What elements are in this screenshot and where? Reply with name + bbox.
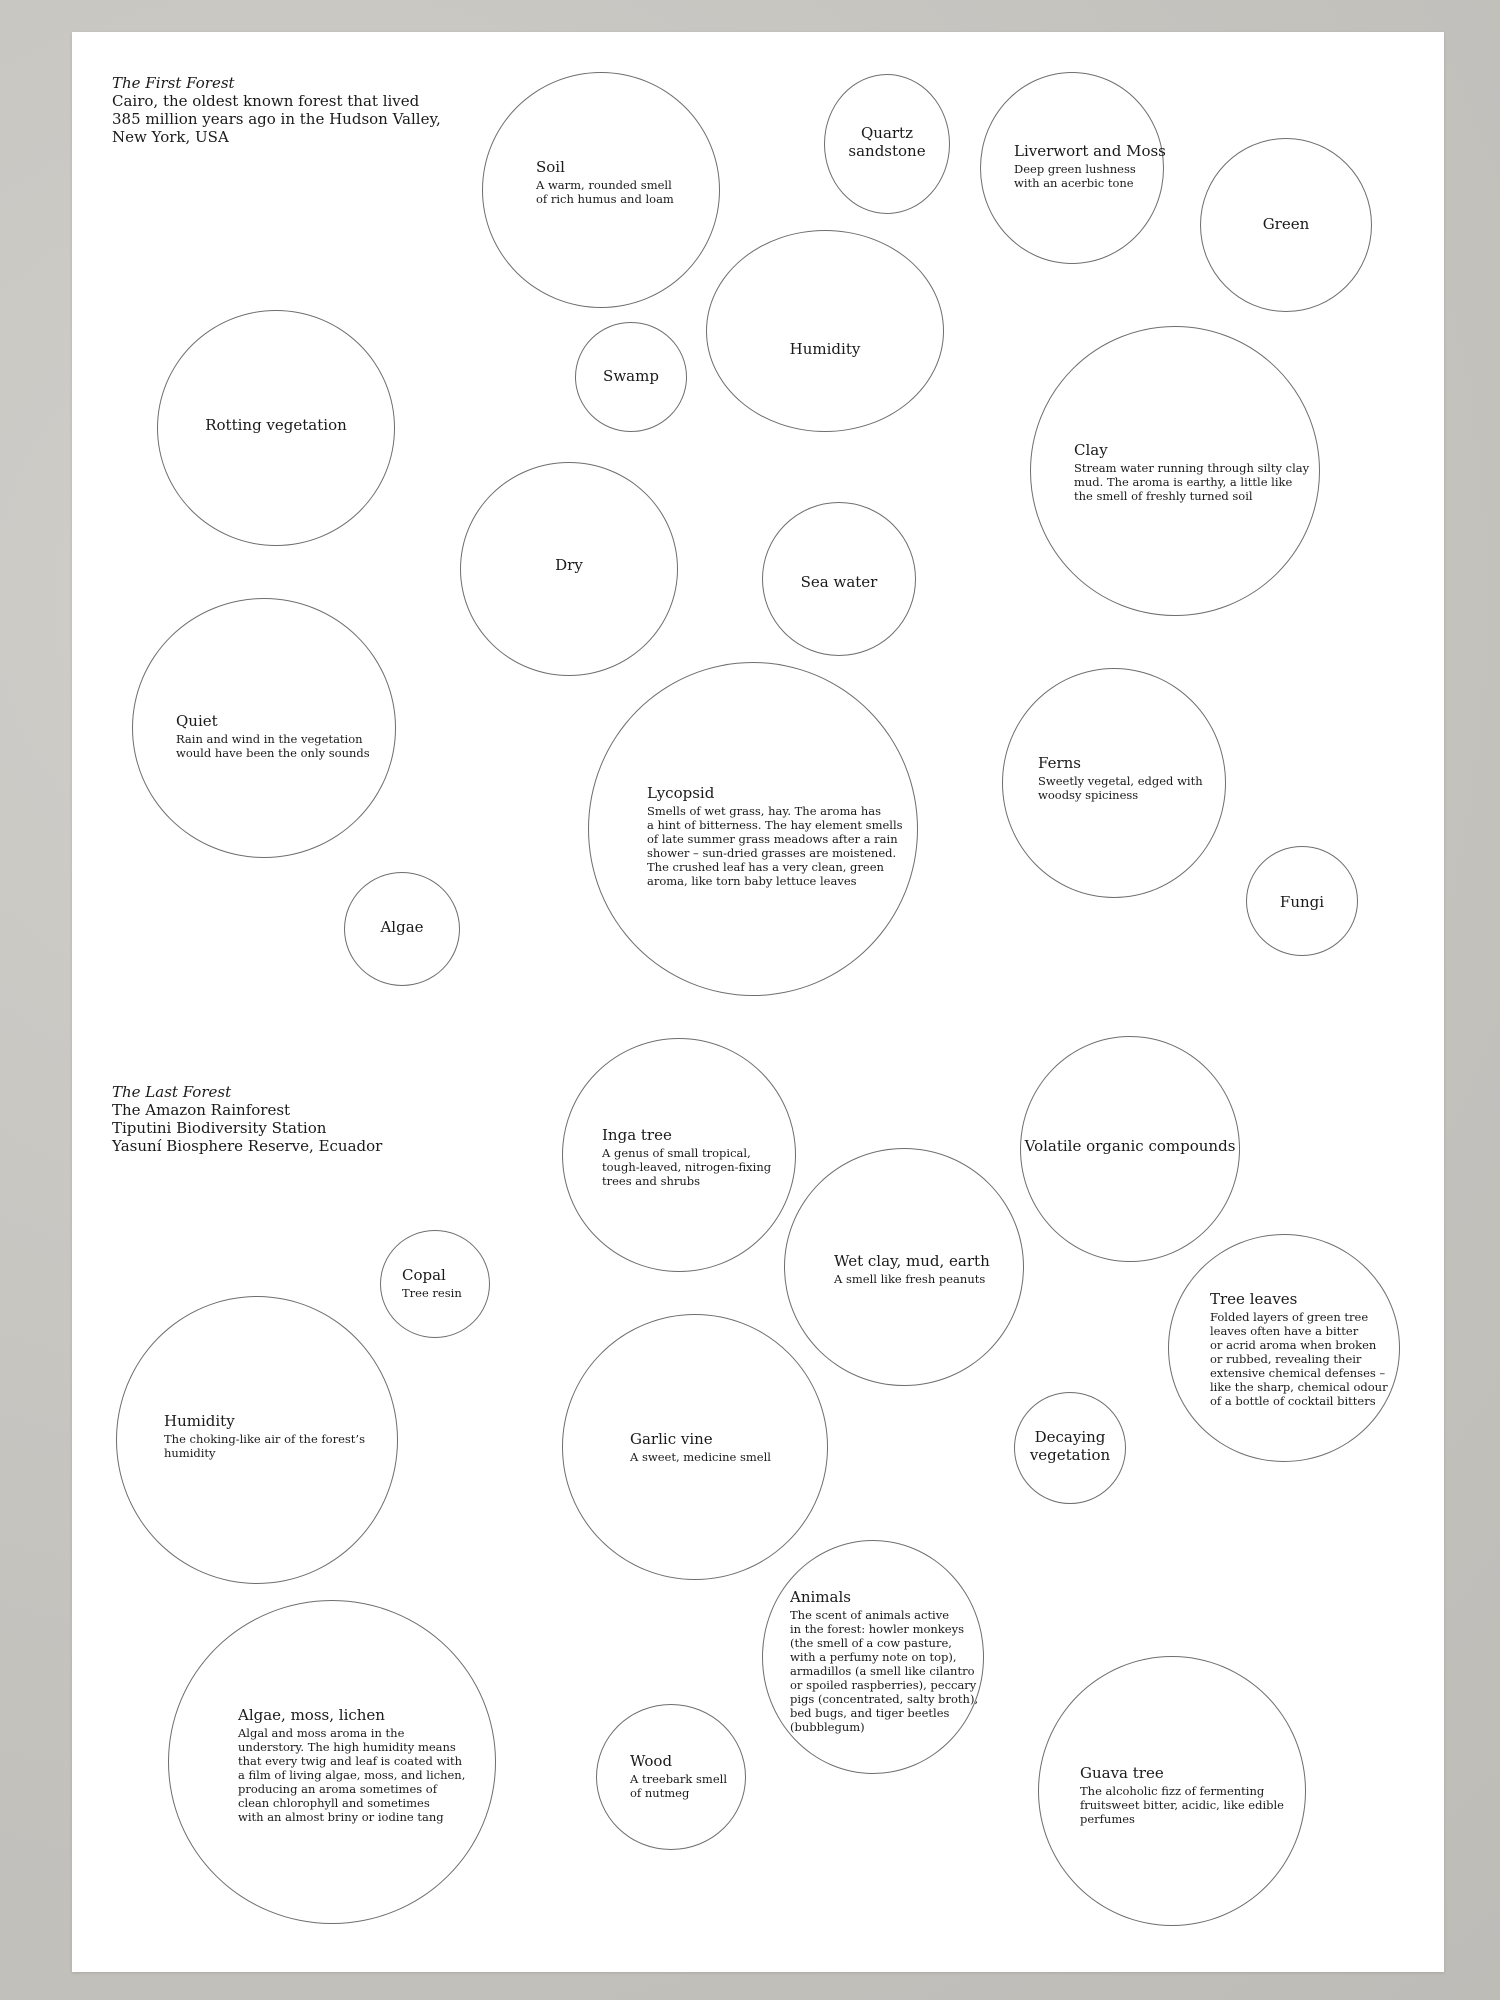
scent-description-line: The choking-like air of the forest’s [164,1432,365,1446]
scent-title: Soil [536,158,565,176]
scent-title: Ferns [1038,754,1081,772]
scent-description-line: or rubbed, revealing their [1210,1352,1362,1366]
scent-description [402,1286,462,1300]
scent-description-line: with an almost briny or iodine tang [238,1810,444,1824]
scent-description-line: A genus of small tropical, [602,1146,751,1160]
first-forest-line: 385 million years ago in the Hudson Valley, [112,110,441,128]
scent-description-line: that every twig and leaf is coated with [238,1754,463,1768]
scent-title: Volatile organic compounds [1024,1137,1236,1155]
scent-description-line: in the forest: howler monkeys [790,1622,964,1636]
scent-description-line: woodsy spiciness [1038,788,1139,802]
scent-bubble-content [536,158,674,206]
scent-description-line: A smell like fresh peanuts [834,1272,986,1286]
last-forest-line: Yasuní Biosphere Reserve, Ecuador [112,1137,383,1155]
scent-bubble-content [575,367,687,385]
scent-description-line: would have been the only sounds [176,746,370,760]
scent-description-line: like the sharp, chemical odour [1210,1380,1388,1394]
scent-title: Liverwort and Moss [1014,142,1166,160]
scent-description-line: with a perfumy note on top), [790,1650,957,1664]
scent-bubble-content [402,1266,462,1300]
first-forest-line: New York, USA [112,128,229,146]
scent-bubble-content [1038,754,1203,802]
scent-bubble-content [176,712,370,760]
scent-bubble-content [164,1412,365,1460]
scent-bubble-content [1074,441,1309,503]
scent-bubble-content [790,1588,978,1734]
scent-description-line: with an acerbic tone [1014,176,1134,190]
scent-bubble-content [1014,1428,1126,1464]
scent-bubble-content [1210,1290,1388,1408]
scent-description-line: or spoiled raspberries), peccary [790,1678,977,1692]
scent-description-line: Folded layers of green tree [1210,1310,1369,1324]
scent-description-line: pigs (concentrated, salty broth), [790,1692,979,1706]
scent-title: Lycopsid [647,784,715,802]
scent-description-line: understory. The high humidity means [238,1740,456,1754]
scent-description-line: clean chlorophyll and sometimes [238,1796,430,1810]
scent-bubble-content [824,124,950,160]
scent-description-line: mud. The aroma is earthy, a little like [1074,475,1293,489]
scent-description-line: Deep green lushness [1014,162,1136,176]
scent-description-line: a film of living algae, moss, and lichen, [238,1768,466,1782]
scent-description-line: A treebark smell [630,1772,727,1786]
scent-bubble-content [238,1706,465,1824]
scent-description [1038,774,1203,802]
scent-description [1014,162,1166,190]
last-forest-heading [112,1083,382,1155]
scent-description-line: (the smell of a cow pasture, [790,1636,952,1650]
scent-description [1210,1310,1388,1408]
scent-bubble-content [1246,893,1358,911]
scent-title: Wet clay, mud, earth [834,1252,990,1270]
scent-description [790,1608,978,1734]
scent-description-line: aroma, like torn baby lettuce leaves [647,874,857,888]
scent-description-line: A warm, rounded smell [536,178,672,192]
scent-description [536,178,674,206]
first-forest-line: Cairo, the oldest known forest that lived [112,92,420,110]
scent-title: Swamp [603,367,659,385]
scent-description-line: (bubblegum) [790,1720,865,1734]
scent-description-line: producing an aroma sometimes of [238,1782,437,1796]
scent-bubble-content [1014,142,1166,190]
scent-description-line: Stream water running through silty clay [1074,461,1310,475]
scent-bubble-content [706,340,944,358]
last-forest-kicker: The Last Forest [112,1083,232,1101]
scent-bubble-content [1200,215,1372,233]
scent-description-line: of rich humus and loam [536,192,674,206]
scent-description [176,732,370,760]
scent-title: Algae [380,918,424,936]
scent-description-line: the smell of freshly turned soil [1074,489,1253,503]
scent-description [647,804,903,888]
scent-description-line: The alcoholic fizz of fermenting [1080,1784,1265,1798]
scent-title: Quiet [176,712,218,730]
scent-description [602,1146,771,1188]
scent-description-line: of a bottle of cocktail bitters [1210,1394,1376,1408]
scent-description [630,1450,771,1464]
scent-description-line: a hint of bitterness. The hay element smells [647,818,903,832]
scent-bubble-content [344,918,460,936]
scent-description-line: shower – sun-dried grasses are moistened. [647,846,897,860]
scent-description-line: of nutmeg [630,1786,690,1800]
scent-bubble-content [630,1752,727,1800]
scent-description-line: of late summer grass meadows after a rain [647,832,898,846]
scent-description-line: Algal and moss aroma in the [238,1726,405,1740]
scent-description-line: Tree resin [402,1286,462,1300]
scent-description-line: perfumes [1080,1812,1135,1826]
last-forest-line: Tiputini Biodiversity Station [112,1119,327,1137]
scent-bubble-content [460,556,678,574]
first-forest-kicker: The First Forest [112,74,235,92]
scent-title: Inga tree [602,1126,672,1144]
scent-title: Dry [555,556,583,574]
scent-title: Humidity [789,340,861,358]
scent-bubble-content [157,416,395,434]
scent-title: Guava tree [1080,1764,1164,1782]
scent-description-line: The scent of animals active [790,1608,950,1622]
first-forest-heading [112,74,441,146]
scent-title: Quartz sandstone [848,124,926,160]
scent-bubble-content [602,1126,771,1188]
scent-description [630,1772,727,1800]
scent-description-line: armadillos (a smell like cilantro [790,1664,975,1678]
scent-description-line: Smells of wet grass, hay. The aroma has [647,804,882,818]
scent-title: Green [1262,215,1310,233]
scent-description-line: leaves often have a bitter [1210,1324,1359,1338]
scent-description-line: or acrid aroma when broken [1210,1338,1377,1352]
scent-description [834,1272,990,1286]
scent-title: Rotting vegetation [205,416,347,434]
scent-title: Tree leaves [1210,1290,1298,1308]
scent-description [1080,1784,1284,1826]
scent-title: Fungi [1279,893,1325,911]
last-forest-line: The Amazon Rainforest [112,1101,291,1119]
scent-bubble-content [762,573,916,591]
scent-bubble-content [834,1252,990,1286]
scent-description-line: bed bugs, and tiger beetles [790,1706,950,1720]
scent-description [1074,461,1309,503]
scent-description-line: Rain and wind in the vegetation [176,732,363,746]
scent-title: Decaying vegetation [1029,1428,1111,1464]
scent-title: Wood [630,1752,673,1770]
scent-bubble-content [1020,1137,1240,1155]
scent-title: Copal [402,1266,446,1284]
scent-title: Sea water [800,573,878,591]
scent-bubble-circle [706,230,944,432]
scent-bubble-content [630,1430,771,1464]
scent-title: Clay [1074,441,1108,459]
scent-bubble-content [1080,1764,1284,1826]
scent-description-line: tough-leaved, nitrogen-fixing [602,1160,772,1174]
scent-title: Garlic vine [630,1430,713,1448]
scent-description-line: humidity [164,1446,216,1460]
scent-title: Algae, moss, lichen [238,1706,385,1724]
scent-description [238,1726,465,1824]
scent-description-line: A sweet, medicine smell [630,1450,771,1464]
scent-description-line: The crushed leaf has a very clean, green [647,860,884,874]
scent-title: Humidity [164,1412,235,1430]
scent-description-line: fruitsweet bitter, acidic, like edible [1080,1798,1284,1812]
scent-bubble-content [647,784,903,888]
scent-description-line: extensive chemical defenses – [1210,1366,1386,1380]
scent-description-line: Sweetly vegetal, edged with [1038,774,1203,788]
scent-description-line: trees and shrubs [602,1174,701,1188]
scent-title: Animals [790,1588,851,1606]
scent-description [164,1432,365,1460]
